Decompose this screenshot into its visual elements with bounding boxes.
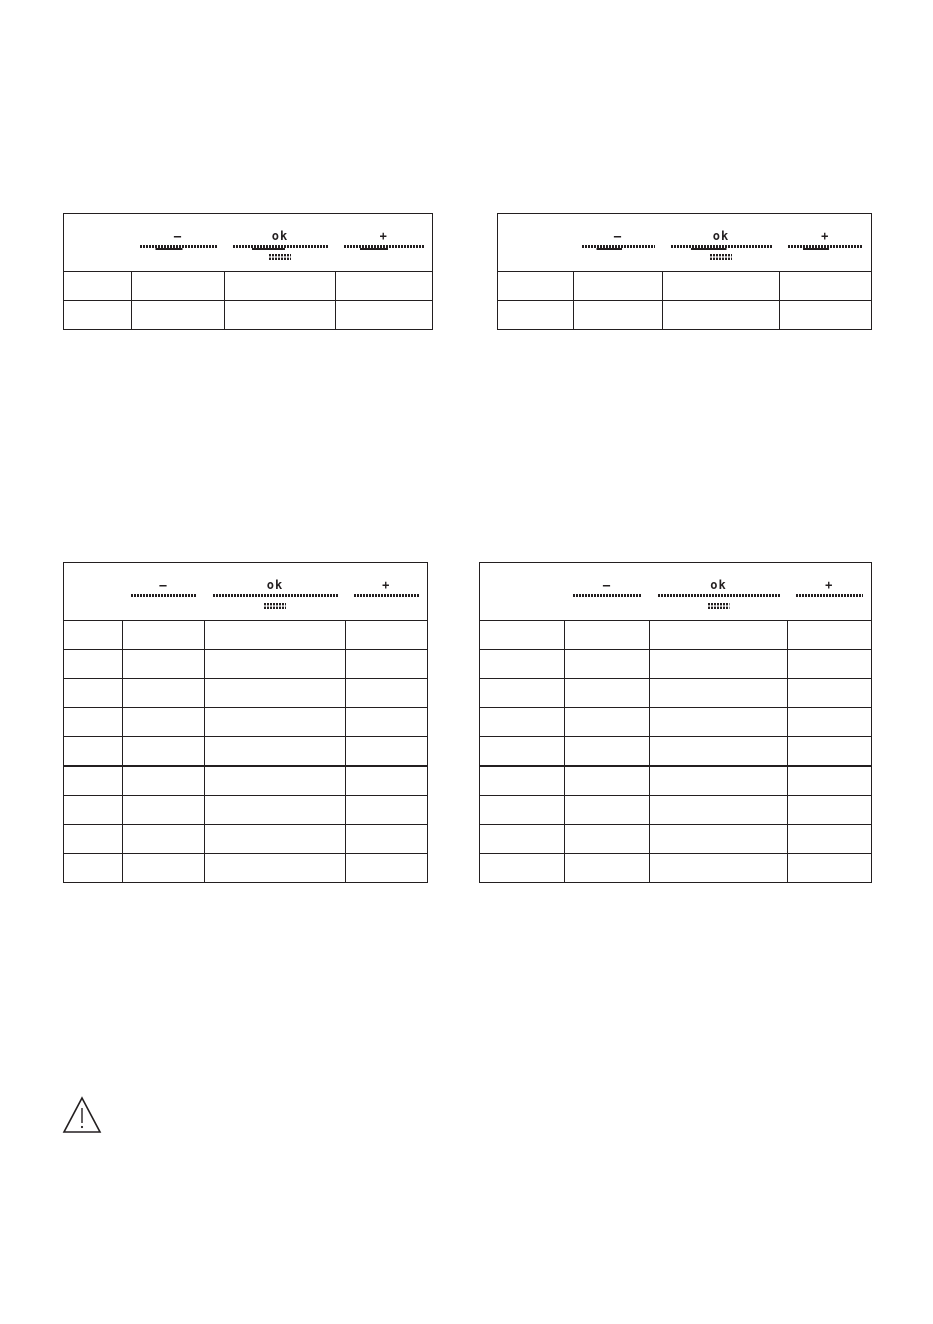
table-header-row [64, 214, 433, 272]
header-empty-cell [64, 214, 132, 272]
dotted-label-bold [140, 248, 217, 250]
plus-symbol: + [821, 229, 830, 243]
plus-symbol: + [379, 229, 388, 243]
table-row [480, 825, 872, 854]
table-top-right [497, 213, 872, 330]
header-empty-cell [498, 214, 574, 272]
table-row [64, 737, 428, 767]
header-plus-cell [780, 214, 872, 272]
header-minus-cell [132, 214, 225, 272]
dotted-label-bold [788, 248, 864, 250]
dotted-sublabel [264, 603, 286, 609]
table-row [480, 796, 872, 825]
table-row [64, 301, 433, 330]
dotted-sublabel [710, 254, 732, 260]
warning-triangle-icon [62, 1096, 102, 1134]
dotted-label [796, 594, 864, 597]
minus-symbol: – [613, 229, 623, 243]
header-ok-cell [205, 563, 346, 621]
dotted-label [658, 594, 780, 597]
dotted-sublabel [708, 603, 730, 609]
plus-symbol: + [825, 578, 834, 592]
minus-symbol: – [602, 578, 612, 592]
table-top-left [63, 213, 433, 330]
dotted-sublabel [269, 254, 291, 260]
table-row [498, 301, 872, 330]
plus-symbol: + [382, 578, 391, 592]
dotted-label-bold [671, 248, 772, 250]
dotted-label [131, 594, 197, 597]
table-header-row [64, 563, 428, 621]
table-header-row [498, 214, 872, 272]
table-row [64, 825, 428, 854]
table-row [498, 272, 872, 301]
table-row [480, 650, 872, 679]
table-row [480, 679, 872, 708]
table-row [64, 708, 428, 737]
header-ok-cell [225, 214, 336, 272]
table-row [480, 737, 872, 767]
header-empty-cell [64, 563, 123, 621]
table-row [64, 679, 428, 708]
header-minus-cell [565, 563, 650, 621]
minus-symbol: – [173, 229, 183, 243]
dotted-label [573, 594, 642, 597]
dotted-label-bold [582, 248, 655, 250]
table-bottom-right [479, 562, 872, 883]
ok-symbol: ok [266, 578, 284, 592]
table-row [480, 621, 872, 650]
table-row [480, 708, 872, 737]
header-empty-cell [480, 563, 565, 621]
table-bottom-left [63, 562, 428, 883]
table-row [64, 621, 428, 650]
table-row [64, 650, 428, 679]
dotted-label-bold [233, 248, 328, 250]
header-ok-cell [650, 563, 788, 621]
header-plus-cell [346, 563, 428, 621]
dotted-label [354, 594, 420, 597]
ok-symbol: ok [271, 229, 289, 243]
dotted-label-bold [344, 248, 425, 250]
table-row [64, 796, 428, 825]
table-row [64, 766, 428, 796]
header-minus-cell [123, 563, 205, 621]
ok-symbol: ok [710, 578, 727, 592]
header-plus-cell [788, 563, 872, 621]
table-row [64, 272, 433, 301]
dotted-label [213, 594, 338, 597]
header-minus-cell [574, 214, 663, 272]
table-row [480, 766, 872, 796]
table-row [480, 854, 872, 883]
minus-symbol: – [159, 578, 168, 592]
header-plus-cell [336, 214, 433, 272]
table-header-row [480, 563, 872, 621]
table-row [64, 854, 428, 883]
ok-symbol: ok [712, 229, 730, 243]
header-ok-cell [663, 214, 780, 272]
